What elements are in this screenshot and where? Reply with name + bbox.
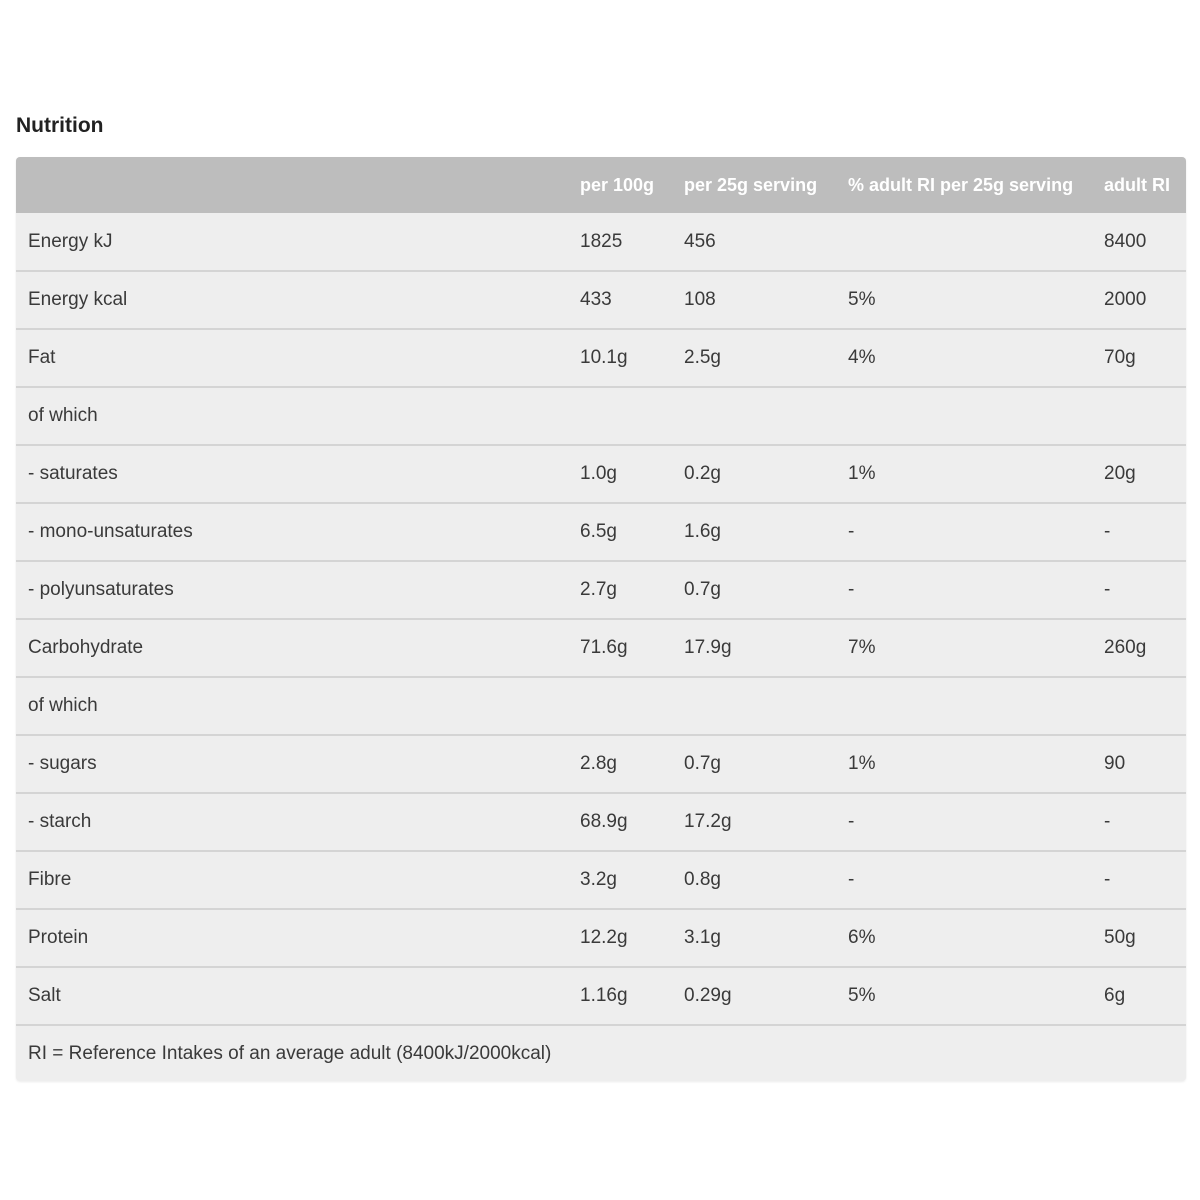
adult-ri-value: 90 — [1104, 753, 1126, 774]
adult-ri-value: 20g — [1104, 463, 1136, 484]
per-serving-value: 0.29g — [684, 985, 732, 1006]
per-100g-value: 433 — [580, 289, 612, 310]
header-per-100g: per 100g — [580, 174, 655, 195]
table-row — [16, 213, 1186, 271]
percent-ri-value: - — [848, 869, 855, 890]
table-row — [16, 735, 1186, 793]
section-title: Nutrition — [16, 114, 104, 137]
table-row — [16, 619, 1186, 677]
nutrient-name: Energy kcal — [28, 289, 128, 310]
nutrient-name: - starch — [28, 811, 92, 832]
nutrient-name: Salt — [28, 985, 61, 1006]
percent-ri-value — [836, 387, 1092, 445]
percent-ri-value: - — [848, 811, 855, 832]
table-row — [16, 329, 1186, 387]
adult-ri-value: - — [1104, 869, 1111, 890]
table-footnote: RI = Reference Intakes of an average adult (8400kJ/2000kcal) — [28, 1042, 552, 1064]
per-100g-value: 2.8g — [580, 753, 617, 774]
per-100g-value: 1.0g — [580, 463, 617, 484]
adult-ri-value: 50g — [1104, 927, 1136, 948]
adult-ri-value — [1092, 677, 1186, 735]
nutrient-name: of which — [28, 695, 98, 716]
percent-ri-value: 7% — [848, 637, 876, 658]
per-100g-value: 12.2g — [580, 927, 628, 948]
per-serving-value: 0.7g — [684, 753, 721, 774]
per-100g-value: 3.2g — [580, 869, 617, 890]
percent-ri-value: 1% — [848, 463, 876, 484]
percent-ri-value: 4% — [848, 347, 876, 368]
per-serving-value — [672, 387, 836, 445]
table-row — [16, 271, 1186, 329]
adult-ri-value: - — [1104, 521, 1111, 542]
per-100g-value: 71.6g — [580, 637, 628, 658]
per-serving-value: 456 — [684, 230, 716, 252]
per-serving-value: 108 — [684, 289, 716, 310]
table-header-row — [16, 157, 1186, 213]
percent-ri-value: 1% — [848, 753, 876, 774]
table-row — [16, 967, 1186, 1025]
table-row — [16, 851, 1186, 909]
per-serving-value: 1.6g — [684, 521, 721, 542]
nutrient-name: Fat — [28, 347, 56, 368]
percent-ri-value: 6% — [848, 927, 876, 948]
per-serving-value — [672, 677, 836, 735]
per-serving-value: 0.7g — [684, 579, 721, 600]
per-100g-value: 6.5g — [580, 521, 617, 542]
header-adult-ri: adult RI — [1104, 174, 1170, 195]
adult-ri-value: - — [1104, 579, 1111, 600]
percent-ri-value: - — [848, 521, 855, 542]
nutrient-name: Protein — [28, 927, 89, 948]
nutrition-table — [16, 157, 1186, 1081]
percent-ri-value: - — [848, 579, 855, 600]
per-serving-value: 0.2g — [684, 463, 721, 484]
percent-ri-value: 5% — [848, 985, 876, 1006]
per-100g-value — [568, 677, 672, 735]
table-row — [16, 503, 1186, 561]
nutrient-name: Fibre — [28, 869, 72, 890]
percent-ri-value — [836, 677, 1092, 735]
nutrient-name: - sugars — [28, 753, 97, 774]
nutrient-name: of which — [28, 405, 98, 426]
adult-ri-value: 2000 — [1104, 289, 1147, 310]
per-serving-value: 17.9g — [684, 637, 732, 658]
nutrient-name: - polyunsaturates — [28, 579, 174, 600]
percent-ri-value: 5% — [848, 289, 876, 310]
per-100g-value: 68.9g — [580, 811, 628, 832]
adult-ri-value: 70g — [1104, 347, 1136, 368]
adult-ri-value — [1092, 387, 1186, 445]
per-serving-value: 3.1g — [684, 927, 721, 948]
nutrient-name: - saturates — [28, 463, 118, 484]
adult-ri-value: 6g — [1104, 985, 1126, 1006]
header-percent-ri: % adult RI per 25g serving — [848, 174, 1074, 195]
adult-ri-value: 260g — [1104, 637, 1147, 658]
per-serving-value: 17.2g — [684, 811, 732, 832]
table-row — [16, 677, 1186, 735]
per-100g-value — [568, 387, 672, 445]
nutrient-name: Energy kJ — [28, 230, 113, 252]
per-100g-value: 1825 — [580, 230, 623, 252]
per-serving-value: 2.5g — [684, 347, 721, 368]
table-footnote-row — [16, 1025, 1186, 1081]
table-row — [16, 793, 1186, 851]
table-row — [16, 445, 1186, 503]
adult-ri-value: - — [1104, 811, 1111, 832]
nutrient-name: - mono-unsaturates — [28, 521, 193, 542]
table-row — [16, 387, 1186, 445]
nutrition-table-container — [16, 157, 1186, 1081]
header-nutrient — [16, 157, 568, 213]
table-body — [16, 213, 1186, 1025]
per-100g-value: 2.7g — [580, 579, 617, 600]
table-row — [16, 909, 1186, 967]
header-per-serving: per 25g serving — [684, 174, 818, 195]
adult-ri-value: 8400 — [1104, 230, 1147, 252]
per-100g-value: 1.16g — [580, 985, 628, 1006]
nutrient-name: Carbohydrate — [28, 637, 144, 658]
table-row — [16, 561, 1186, 619]
per-serving-value: 0.8g — [684, 869, 721, 890]
percent-ri-value — [836, 213, 1092, 271]
per-100g-value: 10.1g — [580, 347, 628, 368]
